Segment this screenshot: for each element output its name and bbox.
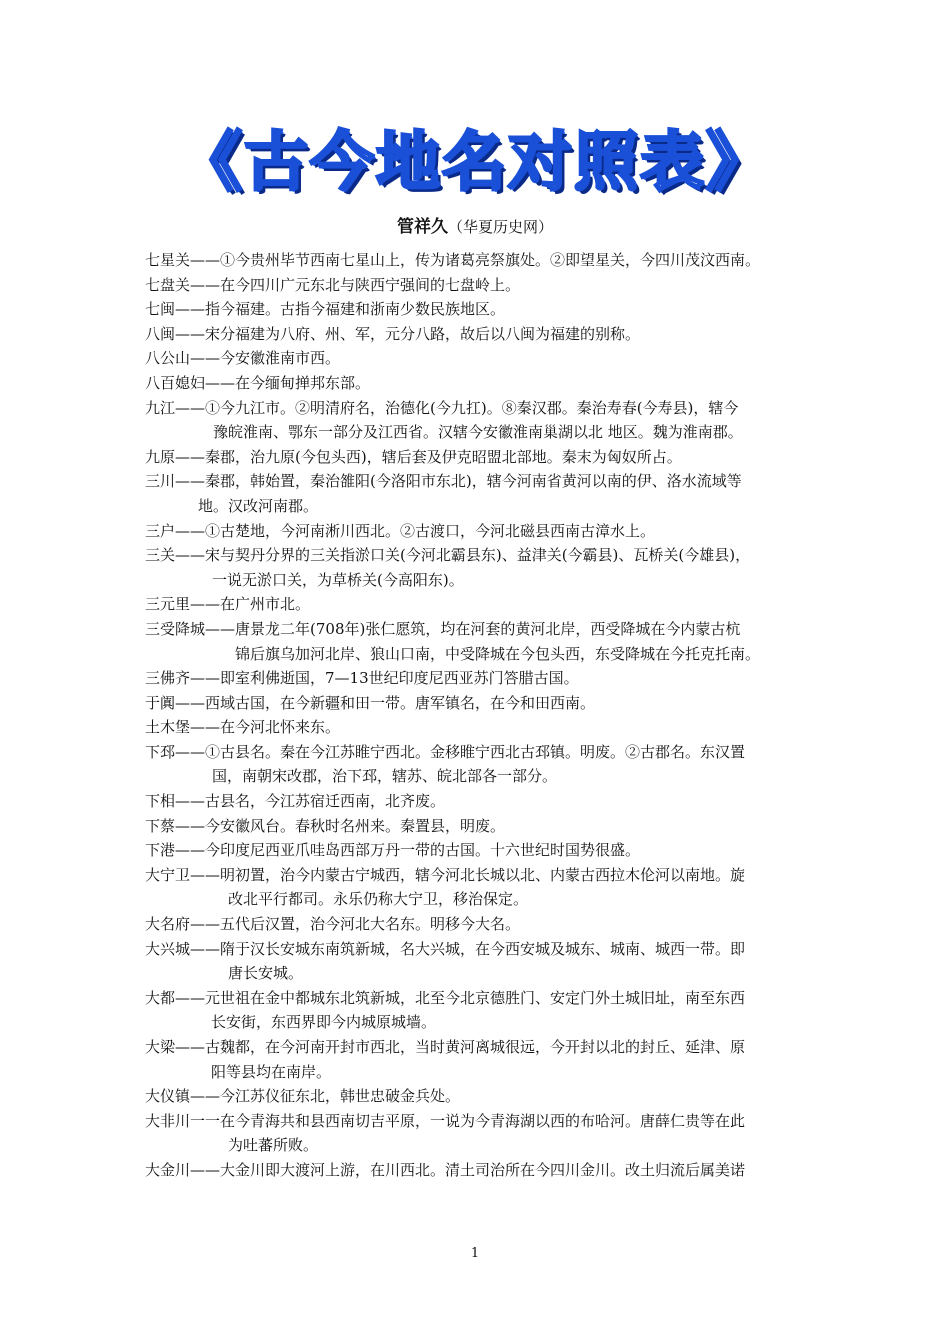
list-item	[145, 1084, 835, 1109]
entry-continuation: 长安街，东西界即今内城原城墙。	[211, 1013, 437, 1032]
page-number: 1	[470, 1246, 480, 1261]
document-title: 《古今地名对照表》	[178, 126, 772, 200]
list-item	[145, 986, 835, 1035]
list-item	[145, 715, 835, 740]
list-item	[145, 592, 835, 617]
entry-text: 三受降城——唐景龙二年(708年)张仁愿筑，均在河套的黄河北岸，西受降城在今内蒙古杭	[145, 619, 741, 638]
entry-text: 大名府——五代后汉置，治今河北大名东。明移今大名。	[145, 915, 521, 934]
source-name: （华夏历史网）	[447, 218, 553, 236]
list-item	[145, 445, 835, 470]
entry-text: 三元里——在广州市北。	[145, 595, 311, 614]
list-item	[145, 617, 835, 666]
list-item	[145, 863, 835, 912]
byline	[0, 212, 950, 237]
entry-text: 七闽——指今福建。古指今福建和浙南少数民族地区。	[145, 300, 506, 319]
entry-text: 下邳——①古县名。秦在今江苏睢宁西北。金移睢宁西北古邳镇。明废。②古郡名。东汉置	[145, 742, 746, 761]
list-item	[145, 396, 835, 445]
entry-continuation: 豫皖淮南、鄂东一部分及江西省。汉辖今安徽淮南巢湖以北 地区。魏为淮南郡。	[213, 423, 743, 442]
list-item	[145, 371, 835, 396]
entry-text: 八公山——今安徽淮南市西。	[145, 349, 341, 368]
entry-continuation: 为吐蕃所败。	[228, 1136, 319, 1155]
list-item	[145, 248, 835, 273]
list-item	[145, 814, 835, 839]
entry-text: 大非川一一在今青海共和县西南切吉平原，一说为今青海湖以西的布哈河。唐薛仁贵等在此	[145, 1111, 746, 1130]
entry-continuation: 地。汉改河南郡。	[198, 496, 319, 515]
list-item	[145, 789, 835, 814]
list-item	[145, 740, 835, 789]
list-item	[145, 838, 835, 863]
entry-text: 三川——秦郡，韩始置，秦治雒阳(今洛阳市东北)，辖今河南省黄河以南的伊、洛水流域等	[145, 472, 742, 491]
entry-continuation: 唐长安城。	[228, 964, 304, 983]
entry-text: 七盘关——在今四川广元东北与陕西宁强间的七盘岭上。	[145, 275, 521, 294]
entry-text: 大梁——古魏都，在今河南开封市西北，当时黄河离城很远，今开封以北的封丘、延津、原	[145, 1038, 746, 1056]
entry-continuation: 国，南朝宋改郡，治下邳，辖苏、皖北部各一部分。	[212, 767, 558, 786]
list-item	[145, 322, 835, 347]
list-item	[145, 543, 835, 592]
entry-text: 九原——秦郡，治九原(今包头西)，辖后套及伊克昭盟北部地。秦末为匈奴所占。	[145, 447, 682, 466]
entry-text: 九江——①今九江市。②明清府名，治德化(今九扛)。⑧秦汉郡。秦治寿春(今寿县)，辖今	[145, 398, 739, 417]
entry-list	[145, 248, 835, 1183]
list-item	[145, 297, 835, 322]
entry-text: 三佛齐——即室利佛逝国，7—13世纪印度尼西亚苏门答腊古国。	[145, 669, 579, 688]
entry-text: 大金川——大金川即大渡河上游，在川西北。清土司治所在今四川金川。改土归流后属美诺	[145, 1160, 746, 1179]
list-item	[145, 1158, 835, 1183]
list-item	[145, 273, 835, 298]
entry-text: 于阗——西域古国，在今新疆和田一带。唐军镇名，在今和田西南。	[145, 693, 596, 712]
list-item	[145, 346, 835, 371]
list-item	[145, 1035, 835, 1084]
entry-text: 土木堡——在今河北怀来东。	[145, 718, 341, 737]
author-name: 管祥久	[396, 217, 448, 237]
list-item	[145, 666, 835, 691]
entry-text: 下蔡——今安徽风台。春秋时名州来。秦置县，明废。	[145, 816, 506, 835]
entry-text: 七星关——①今贵州毕节西南七星山上，传为诸葛亮祭旗处。②即望星关，今四川茂汶西南。	[145, 251, 761, 269]
entry-text: 大都——元世祖在金中都城东北筑新城，北至今北京德胜门、安定门外土城旧址，南至东西	[145, 988, 746, 1007]
entry-text: 大仪镇——今江苏仪征东北，韩世忠破金兵处。	[145, 1087, 461, 1106]
entry-text: 三关——宋与契丹分界的三关指淤口关(今河北霸县东)、益津关(今霸县)、瓦桥关(今雄县)，	[145, 546, 751, 565]
entry-continuation: 一说无淤口关，为草桥关(今高阳东)。	[212, 570, 464, 589]
entry-continuation: 阳等县均在南岸。	[211, 1062, 332, 1081]
list-item	[145, 691, 835, 716]
entry-text: 大宁卫——明初置，治今内蒙古宁城西，辖今河北长城以北、内蒙古西拉木伦河以南地。旋	[145, 865, 746, 884]
entry-continuation: 改北平行都司。永乐仍称大宁卫，移治保定。	[228, 890, 529, 909]
list-item	[145, 519, 835, 544]
list-item	[145, 469, 835, 518]
title-block	[0, 118, 950, 208]
entry-text: 八百媳妇——在今缅甸掸邦东部。	[145, 373, 371, 392]
entry-text: 下港——今印度尼西亚爪哇岛西部万丹一带的古国。十六世纪时国势很盛。	[145, 841, 641, 860]
list-item	[145, 937, 835, 986]
list-item	[145, 912, 835, 937]
entry-continuation: 锦后旗乌加河北岸、狼山口南，中受降城在今包头西，东受降城在今托克托南。	[235, 644, 761, 663]
entry-text: 下相——古县名，今江苏宿迁西南，北齐废。	[145, 792, 446, 811]
list-item	[145, 1109, 835, 1158]
entry-text: 大兴城——隋于汉长安城东南筑新城，名大兴城，在今西安城及城东、城南、城西一带。即	[145, 939, 746, 958]
entry-text: 三户——①古楚地，今河南淅川西北。②古渡口，今河北磁县西南古漳水上。	[145, 521, 656, 540]
entry-text: 八闽——宋分福建为八府、州、军，元分八路，故后以八闽为福建的别称。	[145, 324, 641, 343]
